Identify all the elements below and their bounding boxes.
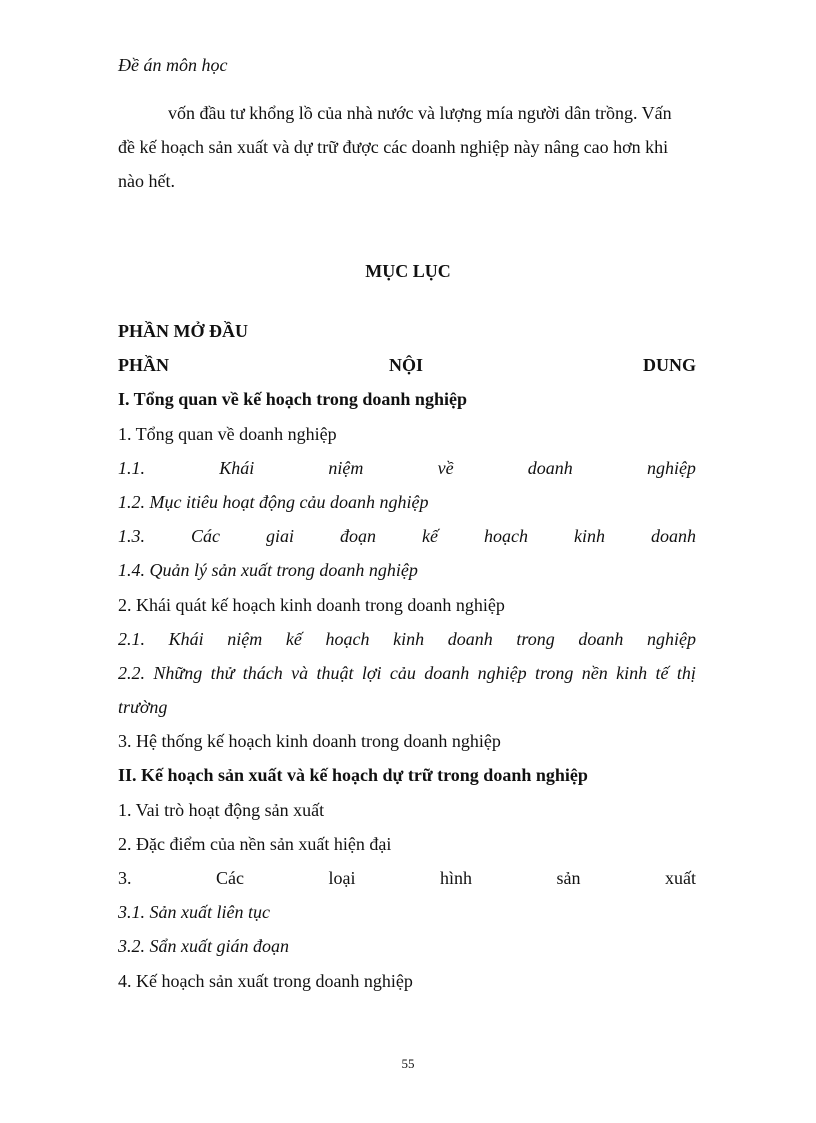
toc-entry	[118, 660, 696, 728]
toc-entry: II. Kế hoạch sản xuất và kế hoạch dự trữ trong doanh nghiệp	[118, 765, 588, 786]
toc-entry	[118, 523, 696, 557]
toc-word: kinh	[574, 526, 605, 547]
toc-word: 2.2.	[118, 662, 145, 683]
toc-word: kinh	[393, 628, 425, 649]
toc-entry: 1. Vai trò hoạt động sản xuất	[118, 799, 325, 820]
toc-entry: 1.4. Quản lý sản xuất trong doanh nghiệp	[118, 560, 418, 581]
toc-entry: PHẦN MỞ ĐẦU	[118, 321, 248, 341]
toc-word: Các	[191, 526, 220, 547]
toc-word: Những	[153, 662, 203, 683]
toc-word: và	[291, 662, 309, 683]
toc-entry-continuation: trường	[118, 697, 168, 718]
toc-entry: 2. Đặc điểm của nền sản xuất hiện đại	[118, 833, 392, 854]
intro-line: nào hết.	[118, 171, 175, 191]
toc-word: nghiệp	[646, 457, 696, 478]
toc-entry: 3. Hệ thống kế hoạch kinh doanh trong doanh nghiệp	[118, 731, 501, 752]
toc-word: kế	[285, 628, 302, 649]
toc-entry	[118, 352, 696, 386]
toc-word: doanh	[651, 526, 696, 547]
toc-word: hình	[439, 868, 472, 889]
toc-word: trong	[535, 662, 574, 683]
toc-word: thị	[676, 662, 696, 683]
toc-word: doanh	[527, 457, 573, 478]
toc-title: MỤC LỤC	[365, 261, 451, 281]
toc-entry: 3.1. Sản xuất liên tục	[118, 902, 270, 923]
toc-word: DUNG	[642, 355, 696, 376]
toc-word: đoạn	[340, 526, 377, 547]
toc-word: kế	[422, 526, 438, 547]
toc-word: 1.3.	[118, 526, 145, 547]
toc-word: lợi	[361, 662, 382, 683]
toc-word: Các	[216, 868, 244, 889]
page-number: 55	[401, 1056, 415, 1071]
toc-word: NỘI	[388, 355, 423, 376]
toc-entry	[118, 626, 696, 660]
toc-word: niệm	[227, 628, 263, 649]
toc-word: thuật	[316, 662, 354, 683]
toc-word: 2.1.	[118, 628, 145, 649]
toc-entry: 1. Tổng quan về doanh nghiệp	[118, 423, 337, 444]
running-header: Đề án môn học	[118, 55, 228, 75]
toc-entry: 1.2. Mục itiêu hoạt động cảu doanh nghiệp	[118, 491, 429, 512]
toc-entry	[118, 865, 696, 899]
toc-word: hoạch	[325, 628, 370, 649]
toc-entry	[118, 455, 696, 489]
toc-word: nghiệp	[646, 628, 696, 649]
toc-word: PHẦN	[118, 355, 169, 376]
toc-word: hoạch	[484, 526, 528, 547]
intro-line: đề kế hoạch sản xuất và dự trữ được các doanh nghiệp này nâng cao hơn khi	[118, 137, 669, 157]
toc-word: tế	[655, 662, 669, 683]
toc-word: về	[437, 457, 454, 478]
toc-word: thử	[210, 662, 235, 683]
toc-word: giai	[266, 526, 295, 547]
toc-word: kinh	[616, 662, 648, 683]
table-of-contents	[118, 318, 696, 1002]
toc-word: Khái	[168, 628, 204, 649]
toc-word: doanh	[578, 628, 624, 649]
toc-word: nghiệp	[477, 662, 527, 683]
toc-word: doanh	[424, 662, 470, 683]
toc-entry: 4. Kế hoạch sản xuất trong doanh nghiệp	[118, 970, 413, 991]
toc-word: nền	[581, 662, 608, 683]
intro-line: vốn đầu tư khổng lồ của nhà nước và lượng mía người dân trồng. Vấn	[168, 103, 672, 123]
toc-word: 3.	[118, 868, 132, 889]
toc-word: 1.1.	[118, 457, 145, 478]
toc-word: niệm	[328, 457, 364, 478]
toc-word: Khái	[219, 457, 255, 478]
toc-word: loại	[328, 868, 356, 889]
toc-word: cảu	[389, 662, 416, 683]
toc-word: thách	[242, 662, 283, 683]
toc-word: xuất	[665, 868, 696, 889]
toc-entry: 3.2. Sẩn xuất gián đoạn	[118, 936, 289, 957]
toc-entry: 2. Khái quát kế hoạch kinh doanh trong doanh nghiệp	[118, 594, 505, 615]
toc-entry-line	[118, 660, 696, 694]
intro-paragraph	[118, 100, 696, 202]
toc-word: trong	[516, 628, 555, 649]
toc-word: doanh	[447, 628, 493, 649]
toc-entry: I. Tổng quan về kế hoạch trong doanh nghiệp	[118, 389, 467, 410]
toc-word: sản	[556, 868, 581, 889]
